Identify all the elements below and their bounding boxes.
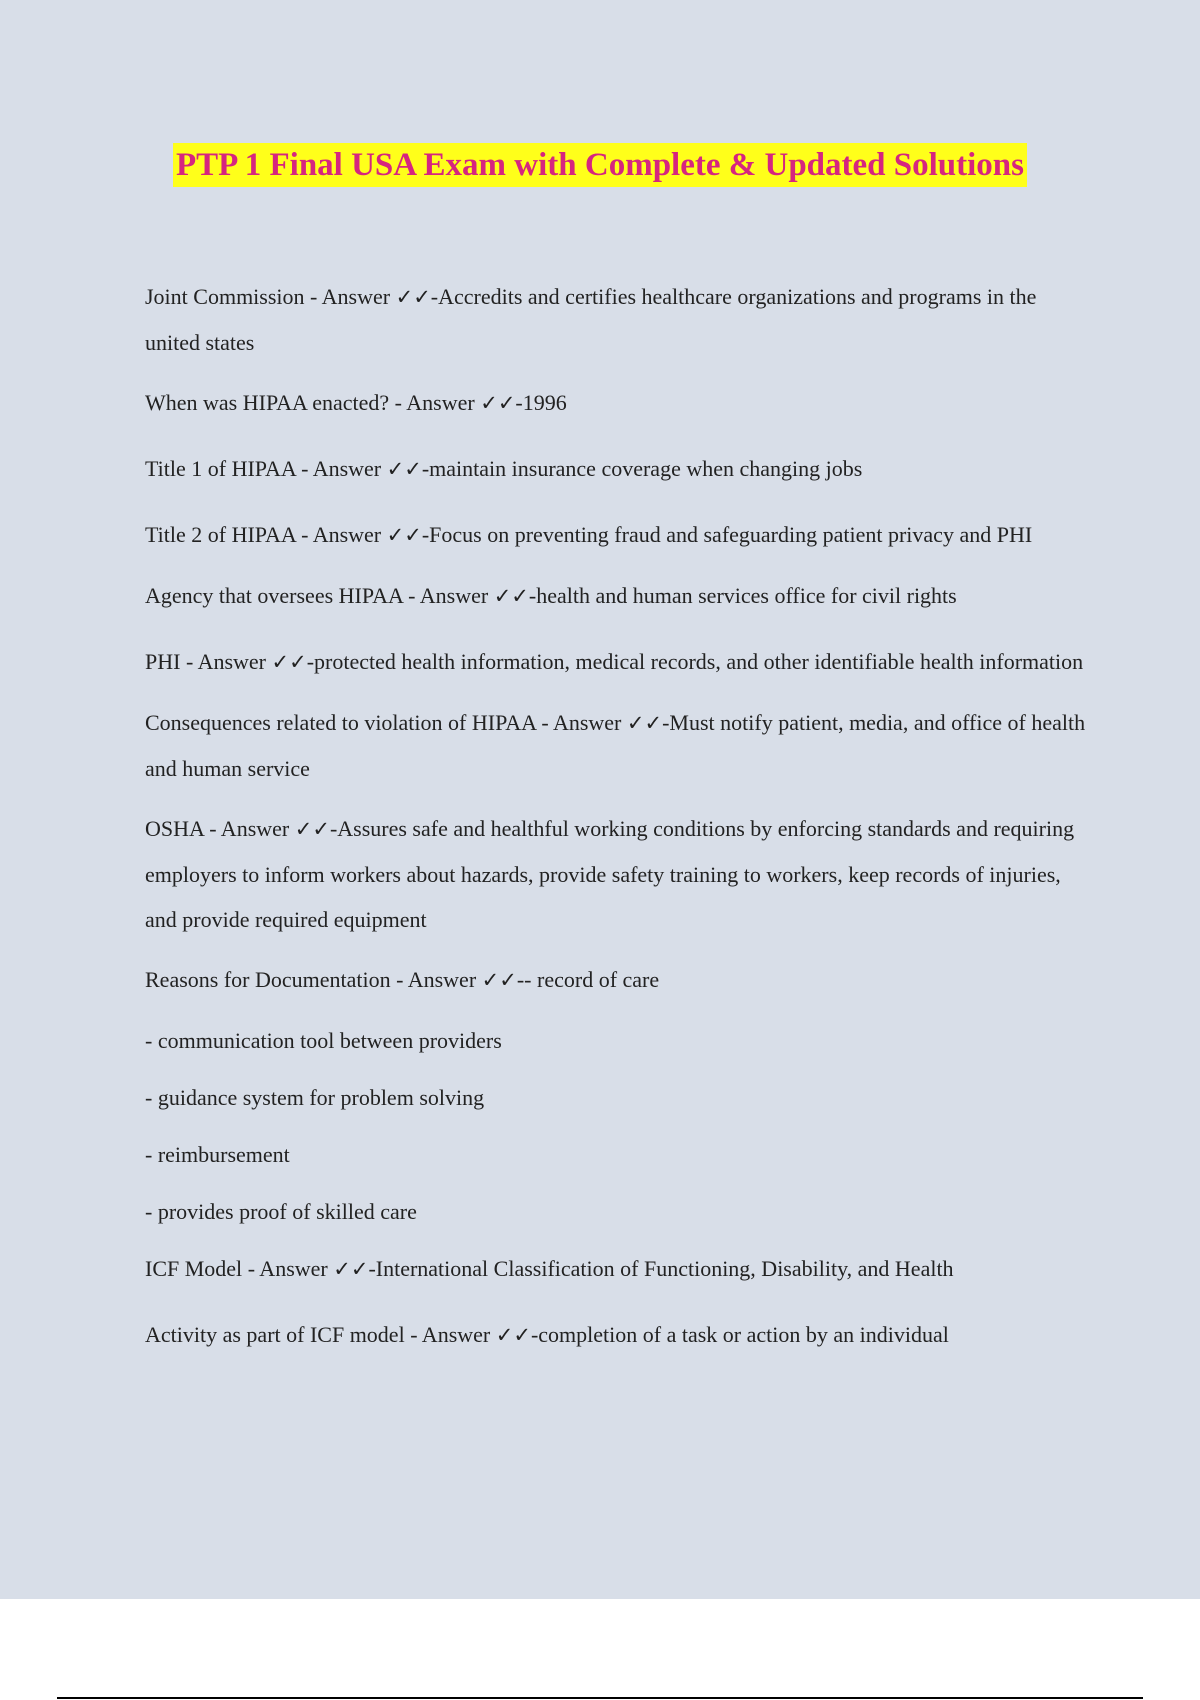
check-mark-icon: ✓✓ [481, 968, 517, 992]
check-mark-icon: ✓✓ [271, 650, 307, 674]
question: Title 2 of HIPAA [145, 522, 296, 547]
answer: -maintain insurance coverage when changing jobs [421, 456, 863, 481]
answer-label: - Answer [203, 816, 295, 841]
question: Activity as part of ICF model [145, 1322, 405, 1347]
answer: -Focus on preventing fraud and safeguarding patient privacy and PHI [421, 522, 1033, 547]
footer-divider [57, 1697, 1143, 1699]
question: Agency that oversees HIPAA [145, 583, 403, 608]
answer: -Assures safe and healthful working conditions by enforcing standards and requiring employers to inform workers about hazards, provide safety training to workers, keep records of injuries, and provide required equipment [145, 816, 1075, 932]
check-mark-icon: ✓✓ [294, 817, 330, 841]
qa-entry [145, 1246, 1095, 1292]
check-mark-icon: ✓✓ [386, 523, 422, 547]
check-mark-icon: ✓✓ [395, 285, 431, 309]
answer-label: - Answer [535, 710, 627, 735]
answer: -International Classification of Functioning, Disability, and Health [368, 1256, 954, 1281]
check-mark-icon: ✓✓ [386, 457, 422, 481]
answer: -health and human services office for civil rights [528, 583, 957, 608]
check-mark-icon: ✓✓ [493, 584, 529, 608]
question: When was HIPAA enacted? [145, 390, 390, 415]
qa-entry [145, 1312, 1095, 1358]
question: OSHA [145, 816, 204, 841]
list-item: - provides proof of skilled care [145, 1199, 417, 1224]
document-title: PTP 1 Final USA Exam with Complete & Updated Solutions [173, 143, 1027, 187]
check-mark-icon: ✓✓ [626, 711, 663, 735]
answer: -protected health information, medical records, and other identifiable health information [306, 649, 1084, 674]
list-item: - communication tool between providers [145, 1028, 502, 1053]
check-mark-icon: ✓✓ [495, 1323, 531, 1347]
document-body [145, 274, 1095, 1378]
qa-entry [145, 380, 1095, 426]
answer-label: - Answer [295, 456, 387, 481]
title-container [0, 143, 1200, 187]
qa-entry [145, 446, 1095, 492]
answer-label: - Answer [180, 649, 272, 674]
question: Reasons for Documentation [145, 967, 391, 992]
answer-label: - Answer [404, 1322, 496, 1347]
qa-entry [145, 806, 1095, 942]
answer-label: - Answer [390, 967, 482, 992]
qa-entry [145, 512, 1095, 558]
list-item: - reimbursement [145, 1142, 290, 1167]
answer-label: - Answer [295, 522, 387, 547]
answer-label: - Answer [402, 583, 494, 608]
answer: -1996 [515, 390, 567, 415]
check-mark-icon: ✓✓ [333, 1257, 369, 1281]
qa-entry [145, 573, 1095, 619]
answer: -Accredits and certifies healthcare organizations and programs in the united states [145, 284, 1037, 355]
question: PHI [145, 649, 181, 674]
question: Joint Commission [145, 284, 305, 309]
qa-entry [145, 957, 1095, 1003]
check-mark-icon: ✓✓ [480, 391, 516, 415]
question: Consequences related to violation of HIPAA [145, 710, 536, 735]
answer-label: - Answer [304, 284, 396, 309]
question: ICF Model [145, 1256, 243, 1281]
answer: -Must notify patient, media, and office of health and human service [145, 710, 1086, 781]
answer-label: - Answer [242, 1256, 334, 1281]
qa-entry [145, 700, 1095, 791]
qa-entry [145, 274, 1095, 365]
answer: -completion of a task or action by an individual [530, 1322, 949, 1347]
answer-label: - Answer [389, 390, 481, 415]
list-item: - guidance system for problem solving [145, 1085, 485, 1110]
answer: -- record of care [516, 967, 660, 992]
question: Title 1 of HIPAA [145, 456, 296, 481]
qa-entry [145, 639, 1095, 685]
